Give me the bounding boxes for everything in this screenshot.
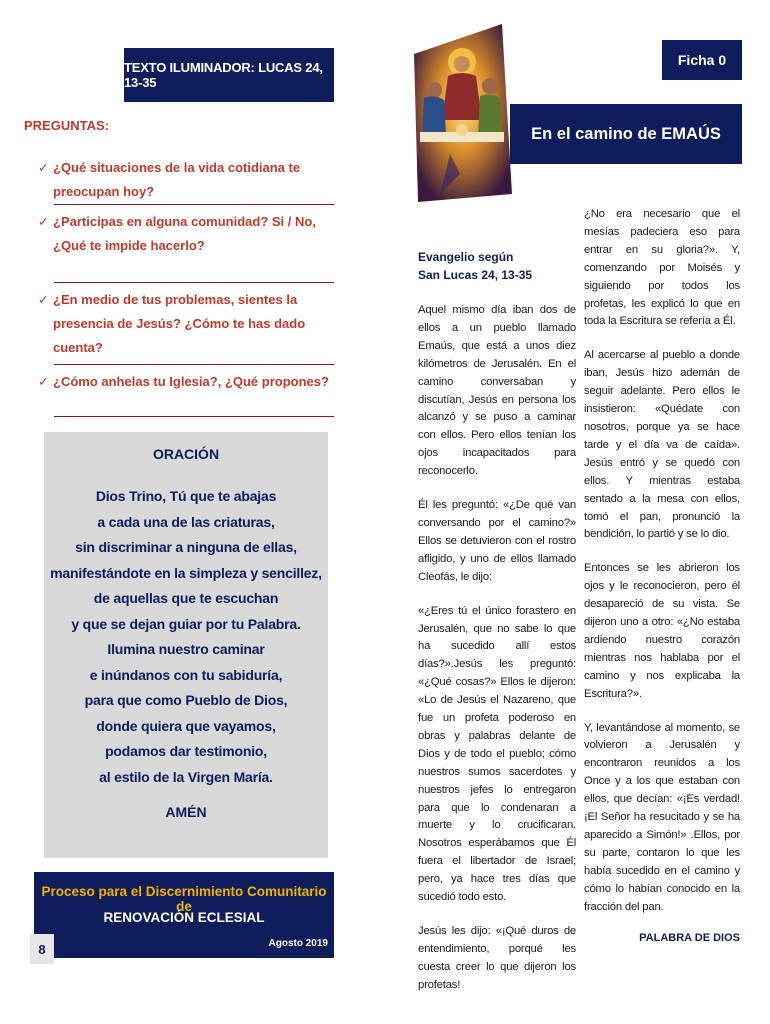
check-icon: ✓	[38, 160, 49, 175]
date-label: Agosto 2019	[268, 938, 328, 949]
answer-line	[54, 364, 334, 365]
check-icon: ✓	[38, 292, 49, 307]
oracion-line: para que como Pueblo de Dios,	[84, 692, 288, 708]
gospel-paragraph: «¿Eres tú el único forastero en Jerusalén, que no sabe lo que ha sucedido allí estos días?».Jesús les preguntó: «¿Qué cosas?» Ellos le dijeron: «Lo de Jesús el Nazareno, que fue un profeta poderoso en obras y palabras delante de Dios y de todo el pueblo; cómo nuestros sumos sacerdotes y nuestros jefes lo entregaron para que lo condenaran a muerte y lo crucificaran. Nosotros esperábamos que Él fuera el libertador de Israel; pero, ya hace tres días que sucedió todo esto.	[418, 604, 576, 904]
ficha-label: Ficha 0	[677, 52, 727, 68]
proceso-banner	[34, 872, 334, 958]
gospel-paragraph: ¿No era necesario que el mesías padeciera eso para entrar en su gloria?». Y, comenzando por Moisés y siguiendo por todos los profetas, les explicó lo que en toda la Escritura se refería a Él.	[584, 208, 740, 328]
palabra-de-dios-label: PALABRA DE DIOS	[639, 932, 740, 944]
question-item	[38, 288, 338, 360]
gospel-heading-line-2: San Lucas 24, 13-35	[418, 268, 533, 282]
texto-iluminador-header	[124, 48, 334, 102]
oracion-body	[44, 484, 328, 790]
question-text: ¿Qué situaciones de la vida cotidiana te preocupan hoy?	[53, 160, 301, 199]
ficha-label-box	[662, 40, 742, 80]
gospel-paragraph: Entonces se les abrieron los ojos y le reconocieron, pero él desapareció de su vista. Se dijeron uno a otro: «¿No estaba ardiendo nuestro corazón mientras nos hablaba por el camino y nos explicaba la Escritura?».	[584, 562, 740, 700]
question-text: ¿Cómo anhelas tu Iglesia?, ¿Qué propones?	[53, 374, 329, 389]
oracion-line: sin discriminar a ninguna de ellas,	[75, 539, 297, 555]
oracion-box	[44, 432, 328, 858]
proceso-line-2: RENOVACIÓN ECLESIAL	[103, 910, 265, 925]
texto-iluminador-label: TEXTO ILUMINADOR: LUCAS 24, 13-35	[124, 60, 323, 90]
question-text: ¿Participas en alguna comunidad? Si / No, ¿Qué te impide hacerlo?	[53, 214, 316, 253]
page-number: 8	[30, 934, 54, 964]
oracion-line: donde quiera que vayamos,	[96, 717, 276, 734]
oracion-line: manifestándote en la simpleza y sencillez,	[50, 564, 322, 581]
oracion-title: ORACIÓN	[152, 446, 220, 462]
oracion-line: Dios Trino, Tú que te abajas	[95, 488, 277, 504]
supper-at-emmaus-image	[410, 24, 512, 202]
answer-line	[54, 282, 334, 283]
question-text: ¿En medio de tus problemas, sientes la presencia de Jesús? ¿Cómo te has dado cuenta?	[53, 292, 306, 355]
gospel-heading	[418, 248, 578, 284]
check-icon: ✓	[38, 214, 49, 229]
oracion-line: e inúndanos con tu sabiduría,	[89, 666, 283, 683]
gospel-column-right	[584, 206, 740, 933]
gospel-column-left	[418, 302, 576, 1011]
gospel-paragraph: Jesús les dijo: «¡Qué duros de entendimiento, porqué les cuesta creer lo que dijeron los profetas!	[418, 925, 576, 991]
proceso-line-1: Proceso para el Discernimiento Comunitario de	[41, 884, 327, 914]
oracion-line: de aquellas que te escuchan	[93, 590, 279, 606]
gospel-paragraph: Y, levantándose al momento, se volvieron a Jerusalén y encontraron reunidos a los Once y a los que estaban con ellos, que decían: «¡Es verdad! ¡El Señor ha resucitado y se ha aparecido a Simón!» .Ellos, por su parte, contaron lo que les había sucedido en el camino y cómo lo habían conocido en la fracción del pan.	[584, 721, 740, 913]
question-item	[38, 156, 338, 204]
oracion-line: Ilumina nuestro caminar	[107, 641, 265, 657]
oracion-line: al estilo de la Virgen María.	[99, 768, 273, 785]
check-icon: ✓	[38, 374, 49, 389]
oracion-amen: AMÉN	[165, 804, 207, 820]
oracion-line: a cada una de las criaturas,	[97, 513, 275, 530]
preguntas-label: PREGUNTAS:	[24, 118, 109, 133]
gospel-paragraph: Aquel mismo día iban dos de ellos a un pueblo llamado Emaús, que está a unos diez kilómetros de Jerusalén. En el camino conversaban y discutían, Jesús en persona los alcanzó y se puso a caminar con ellos. Pero ellos tenían los ojos incapacitados para reconocerlo.	[418, 304, 576, 478]
question-item	[38, 210, 338, 258]
page-title: En el camino de EMAÚS	[531, 124, 721, 143]
oracion-line: podamos dar testimonio,	[105, 743, 267, 759]
gospel-heading-line-1: Evangelio según	[418, 250, 514, 264]
question-item	[38, 370, 338, 394]
answer-line	[54, 416, 334, 417]
emaus-illustration	[410, 24, 512, 202]
gospel-paragraph: Al acercarse al pueblo a donde iban, Jesús hizo ademán de seguir adelante. Pero ellos le insistieron: «Quédate con nosotros, porque ya se hace tarde y el día va de caída». Jesús entró y se quedó con ellos. Y mientras estaba sentado a la mesa con ellos, tomó el pan, pronunció la bendición, lo partió y se lo dio.	[584, 349, 740, 541]
answer-line	[54, 204, 334, 205]
gospel-paragraph: Él les preguntó: «¿De qué van conversando por el camino?» Ellos se detuvieron con el rostro afligido, y uno de ellos llamado Cleofás, le dijo:	[418, 499, 576, 583]
page-title-box	[510, 104, 742, 164]
oracion-line: y que se dejan guiar por tu Palabra.	[71, 615, 301, 632]
